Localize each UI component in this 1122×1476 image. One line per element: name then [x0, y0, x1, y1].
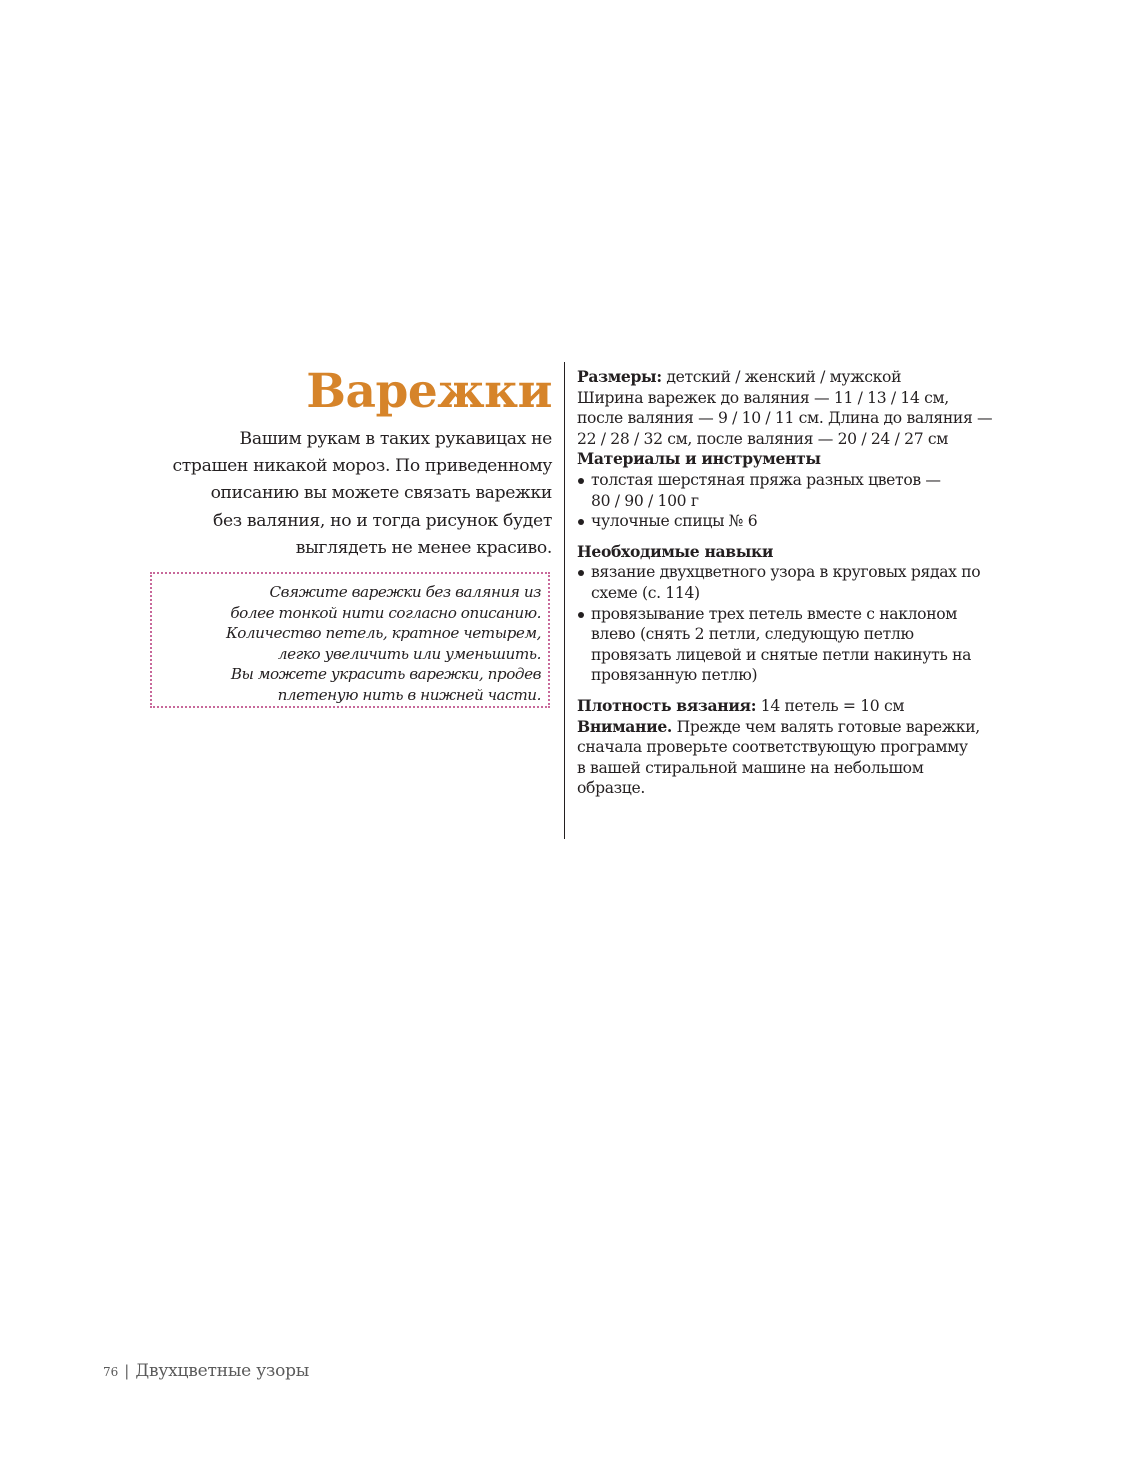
page-number: 76 — [103, 1365, 119, 1379]
page-title: Варежки — [306, 364, 552, 419]
column-divider — [564, 362, 565, 839]
footer-separator: | — [124, 1362, 130, 1380]
specs-column — [577, 367, 1017, 799]
sizes-row — [577, 367, 1017, 388]
materials-list — [577, 470, 1017, 532]
dimensions-line: 22 / 28 / 32 см, после валяния — 20 / 24 / 27 см — [577, 429, 949, 448]
tip-text — [152, 582, 541, 706]
gauge-label: Плотность вязания: — [577, 695, 757, 715]
dimensions-paragraph — [577, 388, 1017, 450]
skills-heading: Необходимые навыки — [577, 541, 774, 561]
warning-first-line-text: Прежде чем валять готовые варежки, — [672, 717, 980, 736]
intro-line: без валяния, но и тогда рисунок будет — [212, 510, 552, 531]
chapter-name: Двухцветные узоры — [135, 1361, 310, 1381]
materials-item — [577, 470, 1017, 511]
tip-line: легко увеличить или уменьшить. — [277, 644, 541, 663]
skills-item-line: провязать лицевой и снятые петли накинуть на — [591, 645, 972, 664]
skills-item-line: схеме (с. 114) — [591, 583, 700, 602]
warning-label: Внимание. — [577, 716, 672, 736]
gauge-row — [577, 696, 1017, 717]
sizes-label: Размеры: — [577, 367, 662, 386]
skills-item-line: влево (снять 2 петли, следующую петлю — [591, 625, 914, 644]
left-column — [140, 362, 552, 562]
dimensions-line: Ширина варежек до валяния — 11 / 13 / 14 см, — [577, 388, 949, 407]
warning-line: в вашей стиральной машине на небольшом — [577, 758, 924, 777]
skills-list — [577, 562, 1017, 686]
materials-item-line: чулочные спицы № 6 — [591, 512, 758, 531]
skills-item — [577, 562, 1017, 603]
materials-item-line: толстая шерстяная пряжа разных цветов — — [591, 470, 941, 489]
warning-paragraph — [577, 717, 1017, 799]
materials-item-line: 80 / 90 / 100 г — [591, 491, 699, 510]
intro-line: выглядеть не менее красиво. — [295, 537, 552, 558]
skills-item — [577, 604, 1017, 686]
page-footer — [103, 1361, 309, 1381]
tip-line: Свяжите варежки без валяния из — [269, 583, 541, 601]
skills-item-line: вязание двухцветного узора в круговых рядах по — [591, 563, 981, 582]
warning-line — [577, 717, 1017, 738]
tip-line: Количество петель, кратное четырем, — [225, 624, 541, 643]
intro-line: страшен никакой мороз. По приведенному — [172, 456, 552, 477]
warning-line: сначала проверьте соответствующую программу — [577, 738, 968, 757]
gauge-value: 14 петель = 10 см — [756, 696, 905, 715]
skills-section — [577, 542, 1017, 686]
dimensions-line: после валяния — 9 / 10 / 11 см. Длина до валяния — — [577, 409, 993, 428]
warning-line: образце. — [577, 779, 645, 798]
materials-section — [577, 449, 1017, 531]
intro-line: Вашим рукам в таких рукавицах не — [239, 429, 552, 449]
tip-line: плетеную нить в нижней части. — [277, 685, 541, 704]
intro-line: описанию вы можете связать варежки — [210, 483, 552, 504]
sizes-value: детский / женский / мужской — [661, 368, 902, 386]
intro-paragraph — [140, 426, 552, 562]
tip-line: более тонкой нити согласно описанию. — [230, 603, 541, 622]
materials-item — [577, 511, 1017, 532]
tip-line: Вы можете украсить варежки, продев — [230, 665, 541, 684]
skills-item-line: провязывание трех петель вместе с наклоном — [591, 604, 958, 623]
tip-callout-box — [150, 572, 550, 708]
materials-heading: Материалы и инструменты — [577, 449, 821, 469]
skills-item-line: провязанную петлю) — [591, 666, 758, 685]
